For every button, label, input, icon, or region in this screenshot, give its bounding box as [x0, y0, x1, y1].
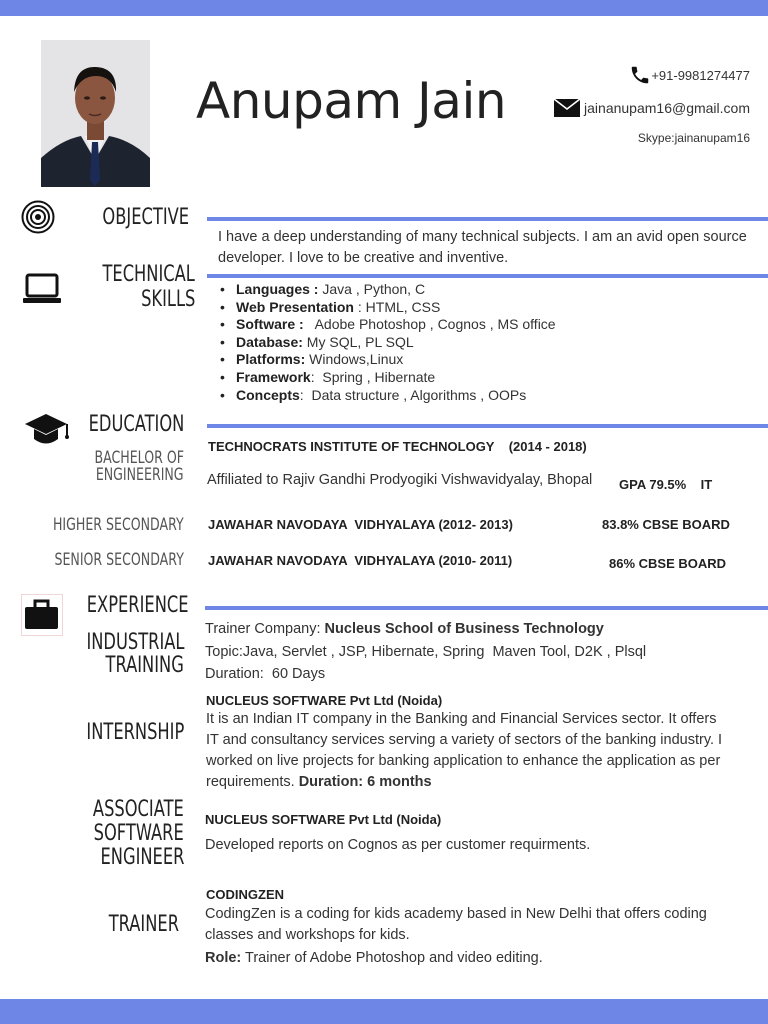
training-topic: Topic:Java, Servlet , JSP, Hibernate, Spring Maven Tool, D2K , Plsql: [205, 644, 647, 660]
associate-label-line2: SOFTWARE: [93, 821, 184, 846]
briefcase-icon: [21, 594, 63, 641]
skill-item: [220, 369, 556, 387]
objective-heading: OBJECTIVE: [102, 205, 189, 230]
skill-value: My SQL, PL SQL: [302, 333, 414, 350]
associate-label-line1: ASSOCIATE: [93, 797, 184, 822]
degree-label-line1: BACHELOR OF: [94, 448, 184, 468]
internship-duration: Duration: 6 months: [298, 774, 432, 790]
laptop-icon: [22, 273, 62, 310]
skill-item: [220, 334, 556, 352]
skill-key: Software :: [236, 316, 304, 333]
skill-value: : Data structure , Algorithms , OOPs: [299, 386, 527, 403]
training-duration: Duration: 60 Days: [205, 666, 326, 682]
phone-number: +91-9981274477: [651, 67, 750, 83]
skill-key: Platforms:: [236, 351, 306, 368]
internship-description: [206, 709, 726, 793]
skill-value: Adobe Photoshop , Cognos , MS office: [303, 316, 556, 333]
skill-value: : Spring , Hibernate: [310, 368, 436, 385]
profile-photo: [41, 40, 150, 187]
associate-description: Developed reports on Cognos as per customer requirments.: [205, 837, 591, 853]
skype-id: Skype:jainanupam16: [637, 131, 750, 145]
skills-rule: [207, 274, 768, 278]
skill-item: [220, 387, 556, 405]
objective-rule: [207, 217, 768, 221]
higher-secondary-school: JAWAHAR NAVODAYA VIDHYALAYA (2012- 2013): [208, 517, 513, 532]
skill-item: [220, 351, 556, 369]
candidate-name: Anupam Jain: [196, 72, 507, 130]
internship-label: INTERNSHIP: [86, 720, 184, 745]
email-contact[interactable]: [554, 99, 750, 120]
email-address: jainanupam16@gmail.com: [584, 100, 750, 117]
skills-heading-line1: TECHNICAL: [102, 262, 195, 287]
education-rule: [207, 424, 768, 428]
training-company: [205, 619, 604, 640]
experience-rule: [205, 606, 768, 610]
trainer-company: CODINGZEN: [206, 887, 284, 902]
higher-secondary-label: HIGHER SECONDARY: [53, 515, 184, 535]
skill-value: Windows,Linux: [305, 351, 404, 368]
top-accent-band: [0, 0, 768, 16]
college-affiliation: Affiliated to Rajiv Gandhi Prodyogiki Vishwavidyalay, Bhopal: [207, 472, 593, 488]
college-gpa: GPA 79.5% IT: [619, 477, 713, 492]
training-company-name: Nucleus School of Business Technology: [324, 621, 604, 637]
objective-text: I have a deep understanding of many technical subjects. I am an avid open source developer. I love to be creative and inventive.: [218, 229, 747, 266]
trainer-label: TRAINER: [108, 912, 179, 937]
internship-description-text: It is an Indian IT company in the Banking and Financial Services sector. It offers IT and consultancy services serving a variety of sectors of the banking industry. I worked on live projects for banking application to enhance the application as per requirements.: [206, 711, 723, 790]
skill-key: Framework: [236, 368, 311, 385]
trainer-role-text: Trainer of Adobe Photoshop and video editing.: [241, 950, 543, 966]
skill-key: Database:: [236, 333, 303, 350]
skill-value: Java , Python, C: [318, 281, 426, 297]
target-icon: [21, 200, 55, 239]
skills-heading-line2: SKILLS: [140, 287, 195, 312]
training-company-prefix: Trainer Company:: [205, 621, 325, 637]
phone-icon: [629, 64, 651, 89]
phone-contact[interactable]: [629, 64, 750, 89]
college-name: TECHNOCRATS INSTITUTE OF TECHNOLOGY (2014 - 2018): [208, 439, 587, 454]
trainer-description: CodingZen is a coding for kids academy based in New Delhi that offers coding classes and workshops for kids.: [205, 906, 707, 943]
senior-secondary-school: JAWAHAR NAVODAYA VIDHYALAYA (2010- 2011): [208, 553, 513, 568]
skill-key: Web Presentation: [236, 298, 354, 315]
skill-item: [220, 299, 556, 317]
skills-list: [220, 281, 556, 404]
associate-company: NUCLEUS SOFTWARE Pvt Ltd (Noida): [205, 812, 442, 827]
bottom-accent-band: [0, 999, 768, 1024]
trainer-role: [205, 948, 543, 969]
industrial-training-label-line1: INDUSTRIAL: [85, 630, 184, 655]
education-heading: EDUCATION: [88, 412, 184, 437]
graduation-cap-icon: [24, 411, 70, 454]
envelope-icon: [554, 99, 580, 120]
skill-key: Languages :: [236, 281, 319, 297]
degree-label-line2: ENGINEERING: [96, 465, 184, 485]
senior-secondary-score: 86% CBSE BOARD: [609, 556, 727, 571]
skill-key: Concepts: [236, 386, 300, 403]
trainer-role-label: Role:: [205, 950, 242, 966]
higher-secondary-score: 83.8% CBSE BOARD: [602, 517, 730, 532]
skill-value: : HTML, CSS: [354, 298, 441, 315]
associate-label-line3: ENGINEER: [100, 845, 184, 870]
senior-secondary-label: SENIOR SECONDARY: [54, 550, 184, 570]
internship-company: NUCLEUS SOFTWARE Pvt Ltd (Noida): [206, 693, 443, 708]
skill-item: [220, 281, 556, 299]
skill-item: [220, 316, 556, 334]
experience-heading: EXPERIENCE: [87, 593, 189, 618]
industrial-training-label-line2: TRAINING: [105, 653, 184, 678]
